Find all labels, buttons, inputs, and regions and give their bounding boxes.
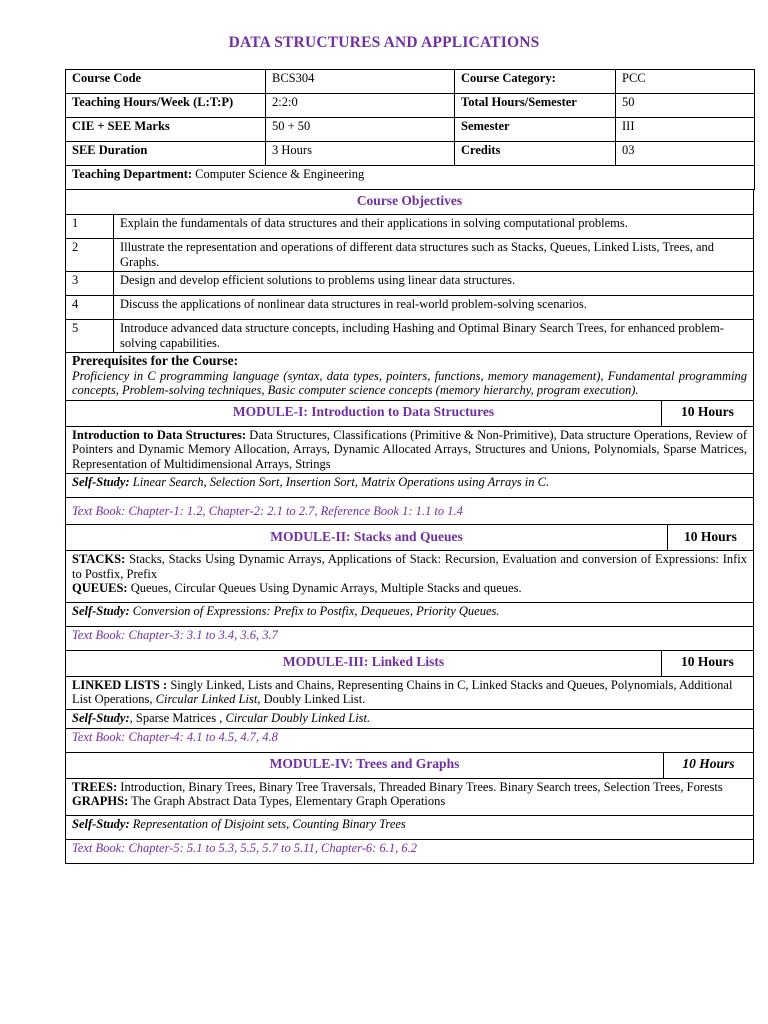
objective-text: Introduce advanced data structure concepts, including Hashing and Optimal Binary Search Trees, for enhanced problem-solving capabilities. — [114, 320, 754, 353]
info-row — [66, 142, 755, 166]
info-row — [66, 94, 755, 118]
self-study-text: , Sparse Matrices , — [129, 710, 223, 725]
content-lead: TREES: — [72, 779, 118, 794]
module-3 — [65, 650, 754, 753]
info-value: III — [616, 118, 755, 142]
info-value: 50 — [616, 94, 755, 118]
course-info-table — [65, 69, 755, 190]
objective-row — [66, 215, 754, 239]
info-label: Course Code — [66, 70, 266, 94]
self-study-text: Conversion of Expressions: Prefix to Postfix, Dequeues, Priority Queues. — [132, 603, 500, 618]
module-hours: 10 Hours — [662, 650, 754, 676]
content-text: Introduction, Binary Trees, Binary Tree Traversals, Threaded Binary Trees. Binary Search trees, Selection Trees, Forests — [120, 779, 723, 794]
textbook-reference: Text Book: Chapter-4: 4.1 to 4.5, 4.7, 4.8 — [66, 728, 754, 752]
self-study — [66, 815, 754, 839]
objective-number: 2 — [66, 239, 114, 272]
module-content — [66, 426, 754, 474]
self-study — [66, 709, 754, 728]
self-study-text: Representation of Disjoint sets, Counting Binary Trees — [132, 816, 406, 831]
content-lead-2: GRAPHS: — [72, 794, 129, 808]
textbook-reference: Text Book: Chapter-1: 1.2, Chapter-2: 2.1 to 2.7, Reference Book 1: 1.1 to 1.4 — [66, 498, 754, 525]
content-lead-2: QUEUES: — [72, 581, 128, 595]
info-label: CIE + SEE Marks — [66, 118, 266, 142]
info-row — [66, 118, 755, 142]
info-value: PCC — [616, 70, 755, 94]
objective-number: 5 — [66, 320, 114, 353]
objective-row — [66, 320, 754, 353]
content-lead: LINKED LISTS : — [72, 677, 168, 692]
objective-text: Discuss the applications of nonlinear data structures in real-world problem-solving scenarios. — [114, 296, 754, 320]
objective-row — [66, 239, 754, 272]
module-content — [66, 551, 754, 603]
content-text: Stacks, Stacks Using Dynamic Arrays, Applications of Stack: Recursion, Evaluation and conversion of Expressions: Infix to Postfix, Prefix — [72, 552, 748, 581]
content-text: Data Structures, Classifications (Primitive & Non-Primitive), Data structure Operations, Review of Pointers and Dynamic Memory Allocation, Arrays, Dynamic Allocated Arrays, Structures and Unions, Polynomials, Sparse Matrices, Representation of Multidimensional Arrays, Strings — [72, 427, 748, 471]
info-label: Course Category: — [455, 70, 616, 94]
module-title: MODULE-I: Introduction to Data Structures — [66, 400, 662, 426]
teaching-department — [66, 166, 755, 190]
content-text-2: Queues, Circular Queues Using Dynamic Arrays, Multiple Stacks and queues. — [130, 581, 522, 595]
content-lead: Introduction to Data Structures: — [72, 427, 246, 442]
prerequisites-heading: Prerequisites for the Course: — [72, 353, 239, 368]
objective-text: Design and develop efficient solutions to problems using linear data structures. — [114, 272, 754, 296]
department-label: Teaching Department: — [72, 167, 193, 181]
textbook-reference: Text Book: Chapter-5: 5.1 to 5.3, 5.5, 5.7 to 5.11, Chapter-6: 6.1, 6.2 — [66, 839, 754, 863]
textbook-reference: Text Book: Chapter-3: 3.1 to 3.4, 3.6, 3.7 — [66, 626, 754, 650]
info-label: SEE Duration — [66, 142, 266, 166]
module-1 — [65, 400, 754, 526]
self-study — [66, 474, 754, 498]
info-label: Semester — [455, 118, 616, 142]
module-4 — [65, 752, 754, 864]
module-hours: 10 Hours — [664, 752, 754, 778]
info-value: BCS304 — [266, 70, 455, 94]
objective-text: Illustrate the representation and operations of different data structures such as Stacks, Queues, Linked Lists, Trees, and Graphs. — [114, 239, 754, 272]
content-text-italic: Circular Linked List — [155, 692, 258, 706]
info-value: 03 — [616, 142, 755, 166]
objective-row — [66, 272, 754, 296]
info-label: Credits — [455, 142, 616, 166]
module-2 — [65, 524, 754, 651]
info-label: Teaching Hours/Week (L:T:P) — [66, 94, 266, 118]
module-content — [66, 676, 754, 709]
content-text-end: , Doubly Linked List. — [257, 692, 366, 706]
content-text-2: The Graph Abstract Data Types, Elementary Graph Operations — [131, 794, 446, 808]
module-title: MODULE-II: Stacks and Queues — [66, 525, 668, 551]
module-hours: 10 Hours — [668, 525, 754, 551]
department-value: Computer Science & Engineering — [195, 167, 365, 181]
prerequisites — [66, 353, 754, 401]
document-title: DATA STRUCTURES AND APPLICATIONS — [228, 34, 540, 51]
prerequisites-text: Proficiency in C programming language (syntax, data types, pointers, functions, memory management), Fundamental programming concepts, Problem-solving techniques, Basic computer science concepts (memory hierarchy, program execution). — [72, 368, 747, 397]
objective-number: 4 — [66, 296, 114, 320]
info-value: 2:2:0 — [266, 94, 455, 118]
self-study-label: Self-Study: — [72, 816, 130, 831]
content-lead: STACKS: — [72, 552, 126, 566]
info-value: 50 + 50 — [266, 118, 455, 142]
module-hours: 10 Hours — [662, 400, 754, 426]
objective-number: 3 — [66, 272, 114, 296]
objective-row — [66, 296, 754, 320]
info-row — [66, 70, 755, 94]
objective-text: Explain the fundamentals of data structures and their applications in solving computational problems. — [114, 215, 754, 239]
module-content — [66, 778, 754, 815]
module-title: MODULE-III: Linked Lists — [66, 650, 662, 676]
self-study-label: Self-Study: — [72, 475, 130, 489]
info-value: 3 Hours — [266, 142, 455, 166]
info-label: Total Hours/Semester — [455, 94, 616, 118]
prerequisites-row — [66, 353, 754, 401]
self-study-label: Self-Study: — [72, 603, 130, 618]
content-text: Singly Linked, Lists and Chains, Representing Chains in C, Linked Stacks and Queues, Polynomials, Additional List Operations, — [72, 677, 733, 706]
department-row — [66, 166, 755, 190]
objectives-heading: Course Objectives — [66, 190, 754, 215]
objectives-table — [65, 189, 754, 401]
module-title: MODULE-IV: Trees and Graphs — [66, 752, 664, 778]
objective-number: 1 — [66, 215, 114, 239]
self-study-label: Self-Study: — [72, 710, 130, 725]
syllabus-document — [65, 69, 754, 864]
self-study — [66, 602, 754, 626]
self-study-text: Linear Search, Selection Sort, Insertion Sort, Matrix Operations using Arrays in C. — [132, 475, 550, 489]
self-study-text-italic: Circular Doubly Linked List. — [225, 710, 371, 725]
